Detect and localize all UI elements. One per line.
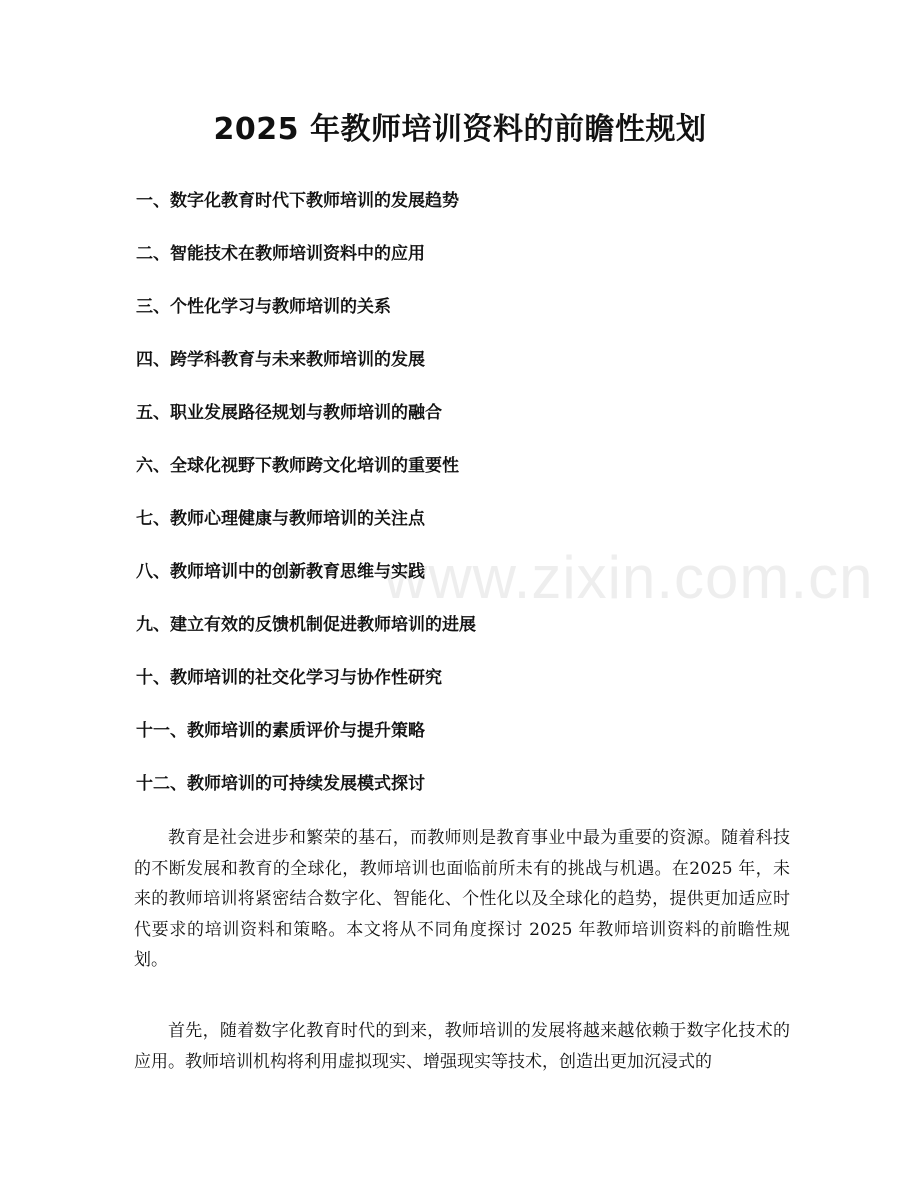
document-title: 2025 年教师培训资料的前瞻性规划 xyxy=(213,112,707,147)
toc-item-2: 二、智能技术在教师培训资料中的应用 xyxy=(136,244,425,264)
toc-item-4: 四、跨学科教育与未来教师培训的发展 xyxy=(136,350,425,370)
watermark: www.zixin.com.cn xyxy=(384,544,874,611)
toc-item-7: 七、教师心理健康与教师培训的关注点 xyxy=(136,509,425,529)
toc-item-1: 一、数字化教育时代下教师培训的发展趋势 xyxy=(136,191,459,211)
body-paragraph-2: 首先，随着数字化教育时代的到来，教师培训的发展将越来越依赖于数字化技术的应用。教师培训机构将利用虚拟现实、增强现实等技术，创造出更加沉浸式的 xyxy=(134,1021,790,1072)
toc-item-12: 十二、教师培训的可持续发展模式探讨 xyxy=(136,774,425,794)
toc-item-8: 八、教师培训中的创新教育思维与实践 xyxy=(136,562,425,582)
toc-item-5: 五、职业发展路径规划与教师培训的融合 xyxy=(136,403,442,423)
toc-item-3: 三、个性化学习与教师培训的关系 xyxy=(136,297,391,317)
toc-item-9: 九、建立有效的反馈机制促进教师培训的进展 xyxy=(136,615,476,635)
body-paragraph-1: 教育是社会进步和繁荣的基石，而教师则是教育事业中最为重要的资源。随着科技的不断发展和教育的全球化，教师培训也面临前所未有的挑战与机遇。在2025 年，未来的教师培训将紧密结合数字化、智能化、个性化以及全球化的趋势，提供更加适应时代要求的培训资料和策略。本文将从不同角度探讨 2025 年教师培训资料的前瞻性规划。 xyxy=(134,828,790,970)
toc-item-6: 六、全球化视野下教师跨文化培训的重要性 xyxy=(136,456,459,476)
toc-item-11: 十一、教师培训的素质评价与提升策略 xyxy=(136,721,425,741)
table-of-contents xyxy=(136,186,796,822)
toc-item-10: 十、教师培训的社交化学习与协作性研究 xyxy=(136,668,442,688)
